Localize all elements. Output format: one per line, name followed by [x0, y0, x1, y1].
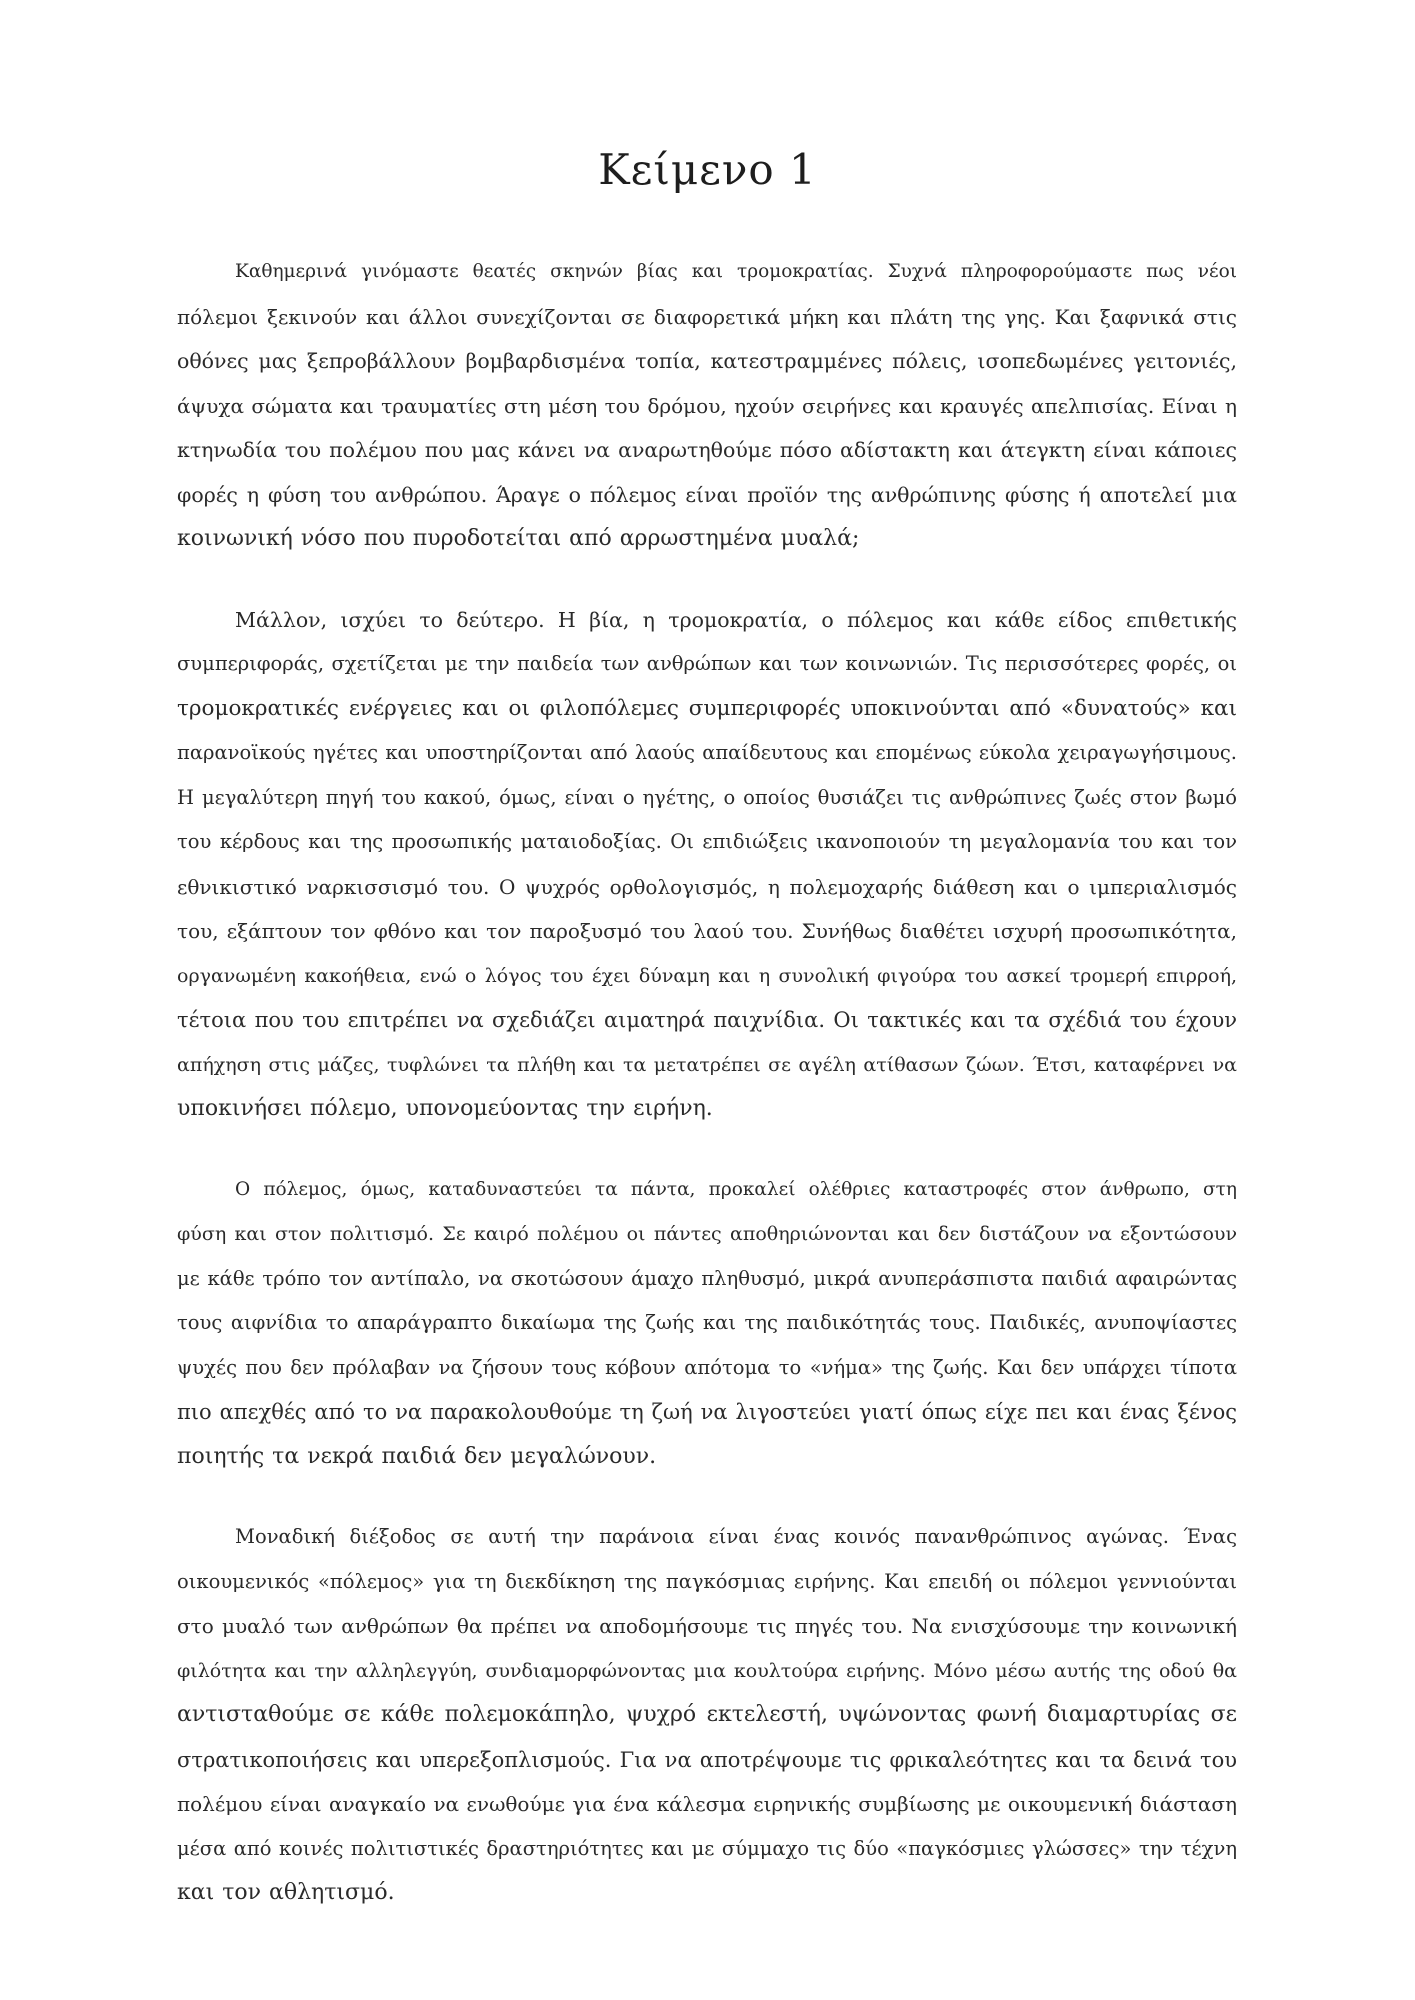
paragraph-line: τρομοκρατικές ενέργειες και οι φιλοπόλεμες συμπεριφορές υποκινούνται από «δυνατούς» και: [177, 695, 1237, 721]
paragraph-line: στο μυαλό των ανθρώπων θα πρέπει να αποδομήσουμε τις πηγές του. Να ενισχύσουμε την κοινωνική: [177, 1614, 1237, 1638]
paragraph-line: στρατικοποιήσεις και υπερεξοπλισμούς. Για να αποτρέψουμε τις φρικαλεότητες και τα δεινά του: [177, 1747, 1237, 1772]
paragraph-line: τέτοια που του επιτρέπει να σχεδιάζει αιματηρά παιχνίδια. Οι τακτικές και τα σχέδιά του έχουν: [177, 1008, 1237, 1032]
paragraph-line: Η μεγαλύτερη πηγή του κακού, όμως, είναι ο ηγέτης, ο οποίος θυσιάζει τις ανθρώπινες ζωές στον βωμό: [177, 785, 1237, 809]
paragraph-line: του κέρδους και της προσωπικής ματαιοδοξίας. Οι επιδιώξεις ικανοποιούν τη μεγαλομανία του και τον: [177, 830, 1237, 853]
paragraph-line: παρανοϊκούς ηγέτες και υποστηρίζονται από λαούς απαίδευτους και επομένως εύκολα χειραγωγήσιμους.: [177, 741, 1237, 764]
paragraph-line: άψυχα σώματα και τραυματίες στη μέση του δρόμου, ηχούν σειρήνες και κραυγές απελπισίας. Είναι η: [177, 393, 1237, 418]
paragraph-line: πιο απεχθές από το να παρακολουθούμε τη ζωή να λιγοστεύει γιατί όπως είχε πει και ένας ξένος: [177, 1400, 1237, 1424]
paragraph-line: τους αιφνίδια το απαράγραπτο δικαίωμα της ζωής και της παιδικότητάς τους. Παιδικές, ανυποψίαστες: [177, 1311, 1237, 1334]
paragraph: [177, 250, 1237, 562]
paragraph-line: μέσα από κοινές πολιτιστικές δραστηριότητες και με σύμμαχο τις δύο «παγκόσμιες γλώσσες» την τέχνη: [177, 1836, 1237, 1860]
page-title: Κείμενο 1: [598, 145, 817, 194]
paragraph-line: πολέμου είναι αναγκαίο να ενωθούμε για ένα κάλεσμα ειρηνικής συμβίωσης με οικουμενική διάσταση: [177, 1792, 1237, 1816]
paragraph: [177, 1515, 1237, 1916]
paragraph-line: φύση και στον πολιτισμό. Σε καιρό πολέμου οι πάντες αποθηριώνονται και δεν διστάζουν να εξοντώσουν: [177, 1223, 1237, 1245]
document-body: [177, 250, 1237, 1952]
paragraph-line: του, εξάπτουν τον φθόνο και τον παροξυσμό του λαού του. Συνήθως διαθέτει ισχυρή προσωπικότητα,: [177, 919, 1237, 943]
paragraph-line: απήχηση στις μάζες, τυφλώνει τα πλήθη και τα μετατρέπει σε αγέλη ατίθασων ζώων. Έτσι, καταφέρνει να: [177, 1053, 1237, 1076]
paragraph-line: και τον αθλητισμό.: [177, 1880, 395, 1905]
paragraph: [177, 598, 1237, 1132]
paragraph-line: υποκινήσει πόλεμο, υπονομεύοντας την ειρήνη.: [177, 1096, 713, 1121]
paragraph-line: φιλότητα και την αλληλεγγύη, συνδιαμορφώνοντας μια κουλτούρα ειρήνης. Μόνο μέσω αυτής της οδού θα: [177, 1659, 1237, 1682]
paragraph: [177, 1168, 1237, 1480]
paragraph-line: αντισταθούμε σε κάθε πολεμοκάπηλο, ψυχρό εκτελεστή, υψώνοντας φωνή διαμαρτυρίας σε: [177, 1702, 1237, 1727]
paragraph-line: με κάθε τρόπο τον αντίπαλο, να σκοτώσουν άμαχο πληθυσμό, μικρά ανυπεράσπιστα παιδιά αφαιρώντας: [177, 1266, 1237, 1290]
paragraph-line: φορές η φύση του ανθρώπου. Άραγε ο πόλεμος είναι προϊόν της ανθρώπινης φύσης ή αποτελεί μια: [177, 482, 1237, 507]
paragraph-line: κοινωνική νόσο που πυροδοτείται από αρρωστημένα μυαλά;: [177, 526, 860, 551]
paragraph-line: οθόνες μας ξεπροβάλλουν βομβαρδισμένα τοπία, κατεστραμμένες πόλεις, ισοπεδωμένες γειτονιές,: [177, 349, 1237, 373]
paragraph-line: ποιητής τα νεκρά παιδιά δεν μεγαλώνουν.: [177, 1443, 657, 1469]
paragraph-line: οργανωμένη κακοήθεια, ενώ ο λόγος του έχει δύναμη και η συνολική φιγούρα του ασκεί τρομερή επιρροή,: [177, 964, 1237, 987]
paragraph-line: κτηνωδία του πολέμου που μας κάνει να αναρωτηθούμε πόσο αδίστακτη και άτεγκτη είναι κάποιες: [177, 438, 1237, 462]
paragraph-line: πόλεμοι ξεκινούν και άλλοι συνεχίζονται σε διαφορετικά μήκη και πλάτη της γης. Και ξαφνικά στις: [177, 304, 1237, 329]
paragraph-line: Μοναδική διέξοδος σε αυτή την παράνοια είναι ένας κοινός πανανθρώπινος αγώνας. Ένας: [235, 1525, 1237, 1548]
paragraph-line: οικουμενικός «πόλεμος» για τη διεκδίκηση της παγκόσμιας ειρήνης. Και επειδή οι πόλεμοι γεννιούνται: [177, 1569, 1237, 1593]
paragraph-line: συμπεριφοράς, σχετίζεται με την παιδεία των ανθρώπων και των κοινωνιών. Τις περισσότερες φορές, οι: [177, 652, 1237, 675]
paragraph-line: Καθημερινά γινόμαστε θεατές σκηνών βίας και τρομοκρατίας. Συχνά πληροφορούμαστε πως νέοι: [235, 261, 1237, 282]
paragraph-line: εθνικιστικό ναρκισσισμό του. Ο ψυχρός ορθολογισμός, η πολεμοχαρής διάθεση και ο ιμπεριαλισμός: [177, 874, 1237, 899]
paragraph-line: ψυχές που δεν πρόλαβαν να ζήσουν τους κόβουν απότομα το «νήμα» της ζωής. Και δεν υπάρχει τίποτα: [177, 1355, 1237, 1379]
paragraph-line: Ο πόλεμος, όμως, καταδυναστεύει τα πάντα, προκαλεί ολέθριες καταστροφές στον άνθρωπο, στη: [235, 1178, 1237, 1200]
paragraph-line: Μάλλον, ισχύει το δεύτερο. Η βία, η τρομοκρατία, ο πόλεμος και κάθε είδος επιθετικής: [235, 607, 1237, 632]
